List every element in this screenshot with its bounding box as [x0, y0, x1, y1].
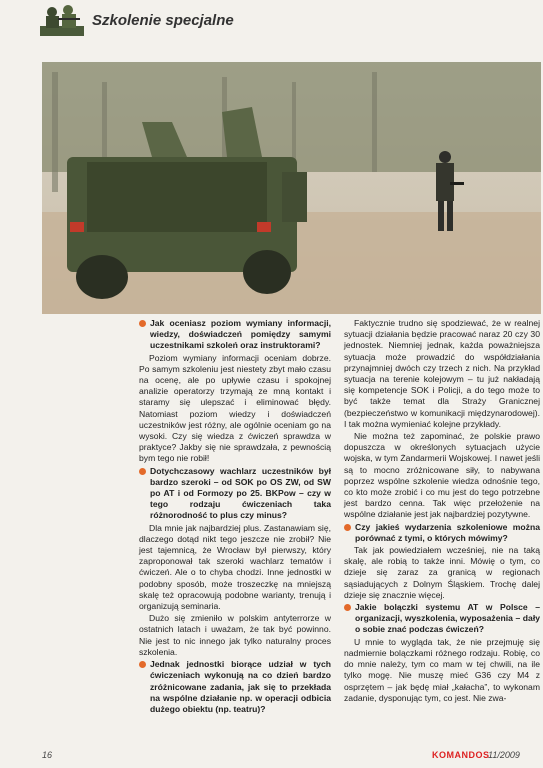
interview-question [139, 659, 331, 715]
question-bullet-icon [344, 604, 351, 611]
hero-photo [42, 62, 541, 314]
answer-paragraph: Tak jak powiedziałem wcześniej, nie na taką skalę, ale robią to także inni. Mówię o tym, co dzieje się zaraz za granicą w regionach sąsiadujących z Dolnym Śląskiem. Trochę dalej dzieje się znacznie więcej. [344, 545, 540, 600]
question-text: Jakie bolączki systemu AT w Polsce – organizacji, wyszkolenia, wyposażenia – dały o sobie znać podczas ćwiczeń? [355, 602, 540, 635]
question-bullet-icon [344, 524, 351, 531]
page-footer [0, 750, 543, 764]
interview-question [139, 466, 331, 522]
soldiers-logo-icon [40, 4, 84, 36]
issue-number: 11/2009 [488, 750, 520, 760]
answer-paragraph: Dużo się zmieniło w polskim antyterrorze w ostatnich latach i uważam, że tak być powinno. Nie jest to nic innego jak tylko naturalny proces szkolenia. [139, 613, 331, 657]
question-bullet-icon [139, 661, 146, 668]
magazine-brand: KOMANDOS [432, 750, 490, 760]
page-number: 16 [42, 750, 53, 760]
interview-question [344, 522, 540, 544]
question-text: Dotychczasowy wachlarz uczestników był bardzo szeroki – od SOK po OS ZW, od SW po AT i od Formozy po 25. BKPow – czy w tego rodzaju ćwiczeniach taka różnorodność to plus czy minus? [150, 465, 331, 521]
question-bullet-icon [139, 468, 146, 475]
interview-question [344, 602, 540, 636]
answer-paragraph: Dla mnie jak najbardziej plus. Zastanawiam się, dlaczego dotąd nikt tego jeszcze nie zrobił? Nie jest tajemnicą, że Wrocław był pierwszy, który zaproponował tak szeroki wachlarz tematów i ćwiczeń. Ale o to chyba chodzi. Inne jednostki w podobny sposób, może troszeczkę na mniejszą skalę też opracowują podobne warianty, trenują i organizują seminaria. [139, 522, 331, 612]
answer-paragraph: U mnie to wygląda tak, że nie przejmuję się nadmiernie bolączkami różnego rodzaju. Robię, co do mnie należy, tym co mam w tej chwili, na ile tylko mogę. Nie muszę mieć G36 czy M4 z osprzętem – jak będę miał „kałacha”, to wykonam zadanie, dysponując tym, co jest. Nie zwa- [344, 636, 540, 703]
question-text: Jak oceniasz poziom wymiany informacji, wiedzy, doświadczeń pomiędzy samymi uczestnikami szkoleń oraz instruktorami? [150, 318, 331, 351]
page-header [40, 4, 510, 36]
section-title: Szkolenie specjalne [92, 12, 234, 29]
interview-question [139, 318, 331, 352]
question-text: Jednak jednostki biorące udział w tych ćwiczeniach wykonują na co dzień bardzo zróżnicowane zadania, jak się to przekłada na wspólne działanie np. w operacji odbicia dużego obiektu (np. teatru)? [150, 659, 331, 714]
question-bullet-icon [139, 320, 146, 327]
answer-paragraph: Nie można też zapominać, że polskie prawo dopuszcza w określonych sytuacjach użycie wojska, w tym Żandarmerii Wojskowej. I nawet jeśli są to mocno zróżnicowane siły, to nabywana poprzez wspólne szkolenie wiedza odnośnie tego, co kto może zrobić i co mu jest do tego potrzebne jest bardzo cenna. Tak więc przełożenie na wspólne działanie jest jak najbardziej pozytywne. [344, 431, 540, 520]
question-text: Czy jakieś wydarzenia szkoleniowe można porównać z tymi, o których mówimy? [355, 521, 540, 543]
answer-paragraph: Poziom wymiany informacji oceniam dobrze. Po samym szkoleniu jest niestety zbyt mało czasu na ocenę, ale po upływie czasu i spokojnej analizie operatorzy trzymają ze mną kontakt i staramy się ulepszać i eliminować błędy. Natomiast poziom wiedzy i doświadczeń uczestników jest różny, ale ogólnie oceniam go na wysoki. Czy się wiedza z ćwiczeń sprawdza w praktyce? Jakby się nie sprawdzała, z pewnością bym tego nie robił! [139, 352, 331, 464]
article-column-right [344, 318, 540, 705]
answer-paragraph: Faktycznie trudno się spodziewać, że w realnej sytuacji działania będzie pracować naraz 20 czy 30 jednostek. Niemniej jednak, każda poważniejsza sytuacja może prowadzić do współdziałania przynajmniej dwóch czy trzech z nich. Na przykład sytuacja na terenie kolejowym – tu już nakładają się kompetencje SOK i Policji, a do tego może to być także temat dla Straży Granicznej (bezpieczeństwo w komunikacji międzynarodowej). I tak można wymieniać kolejne przykłady. [344, 318, 540, 429]
article-column-left [139, 318, 331, 716]
